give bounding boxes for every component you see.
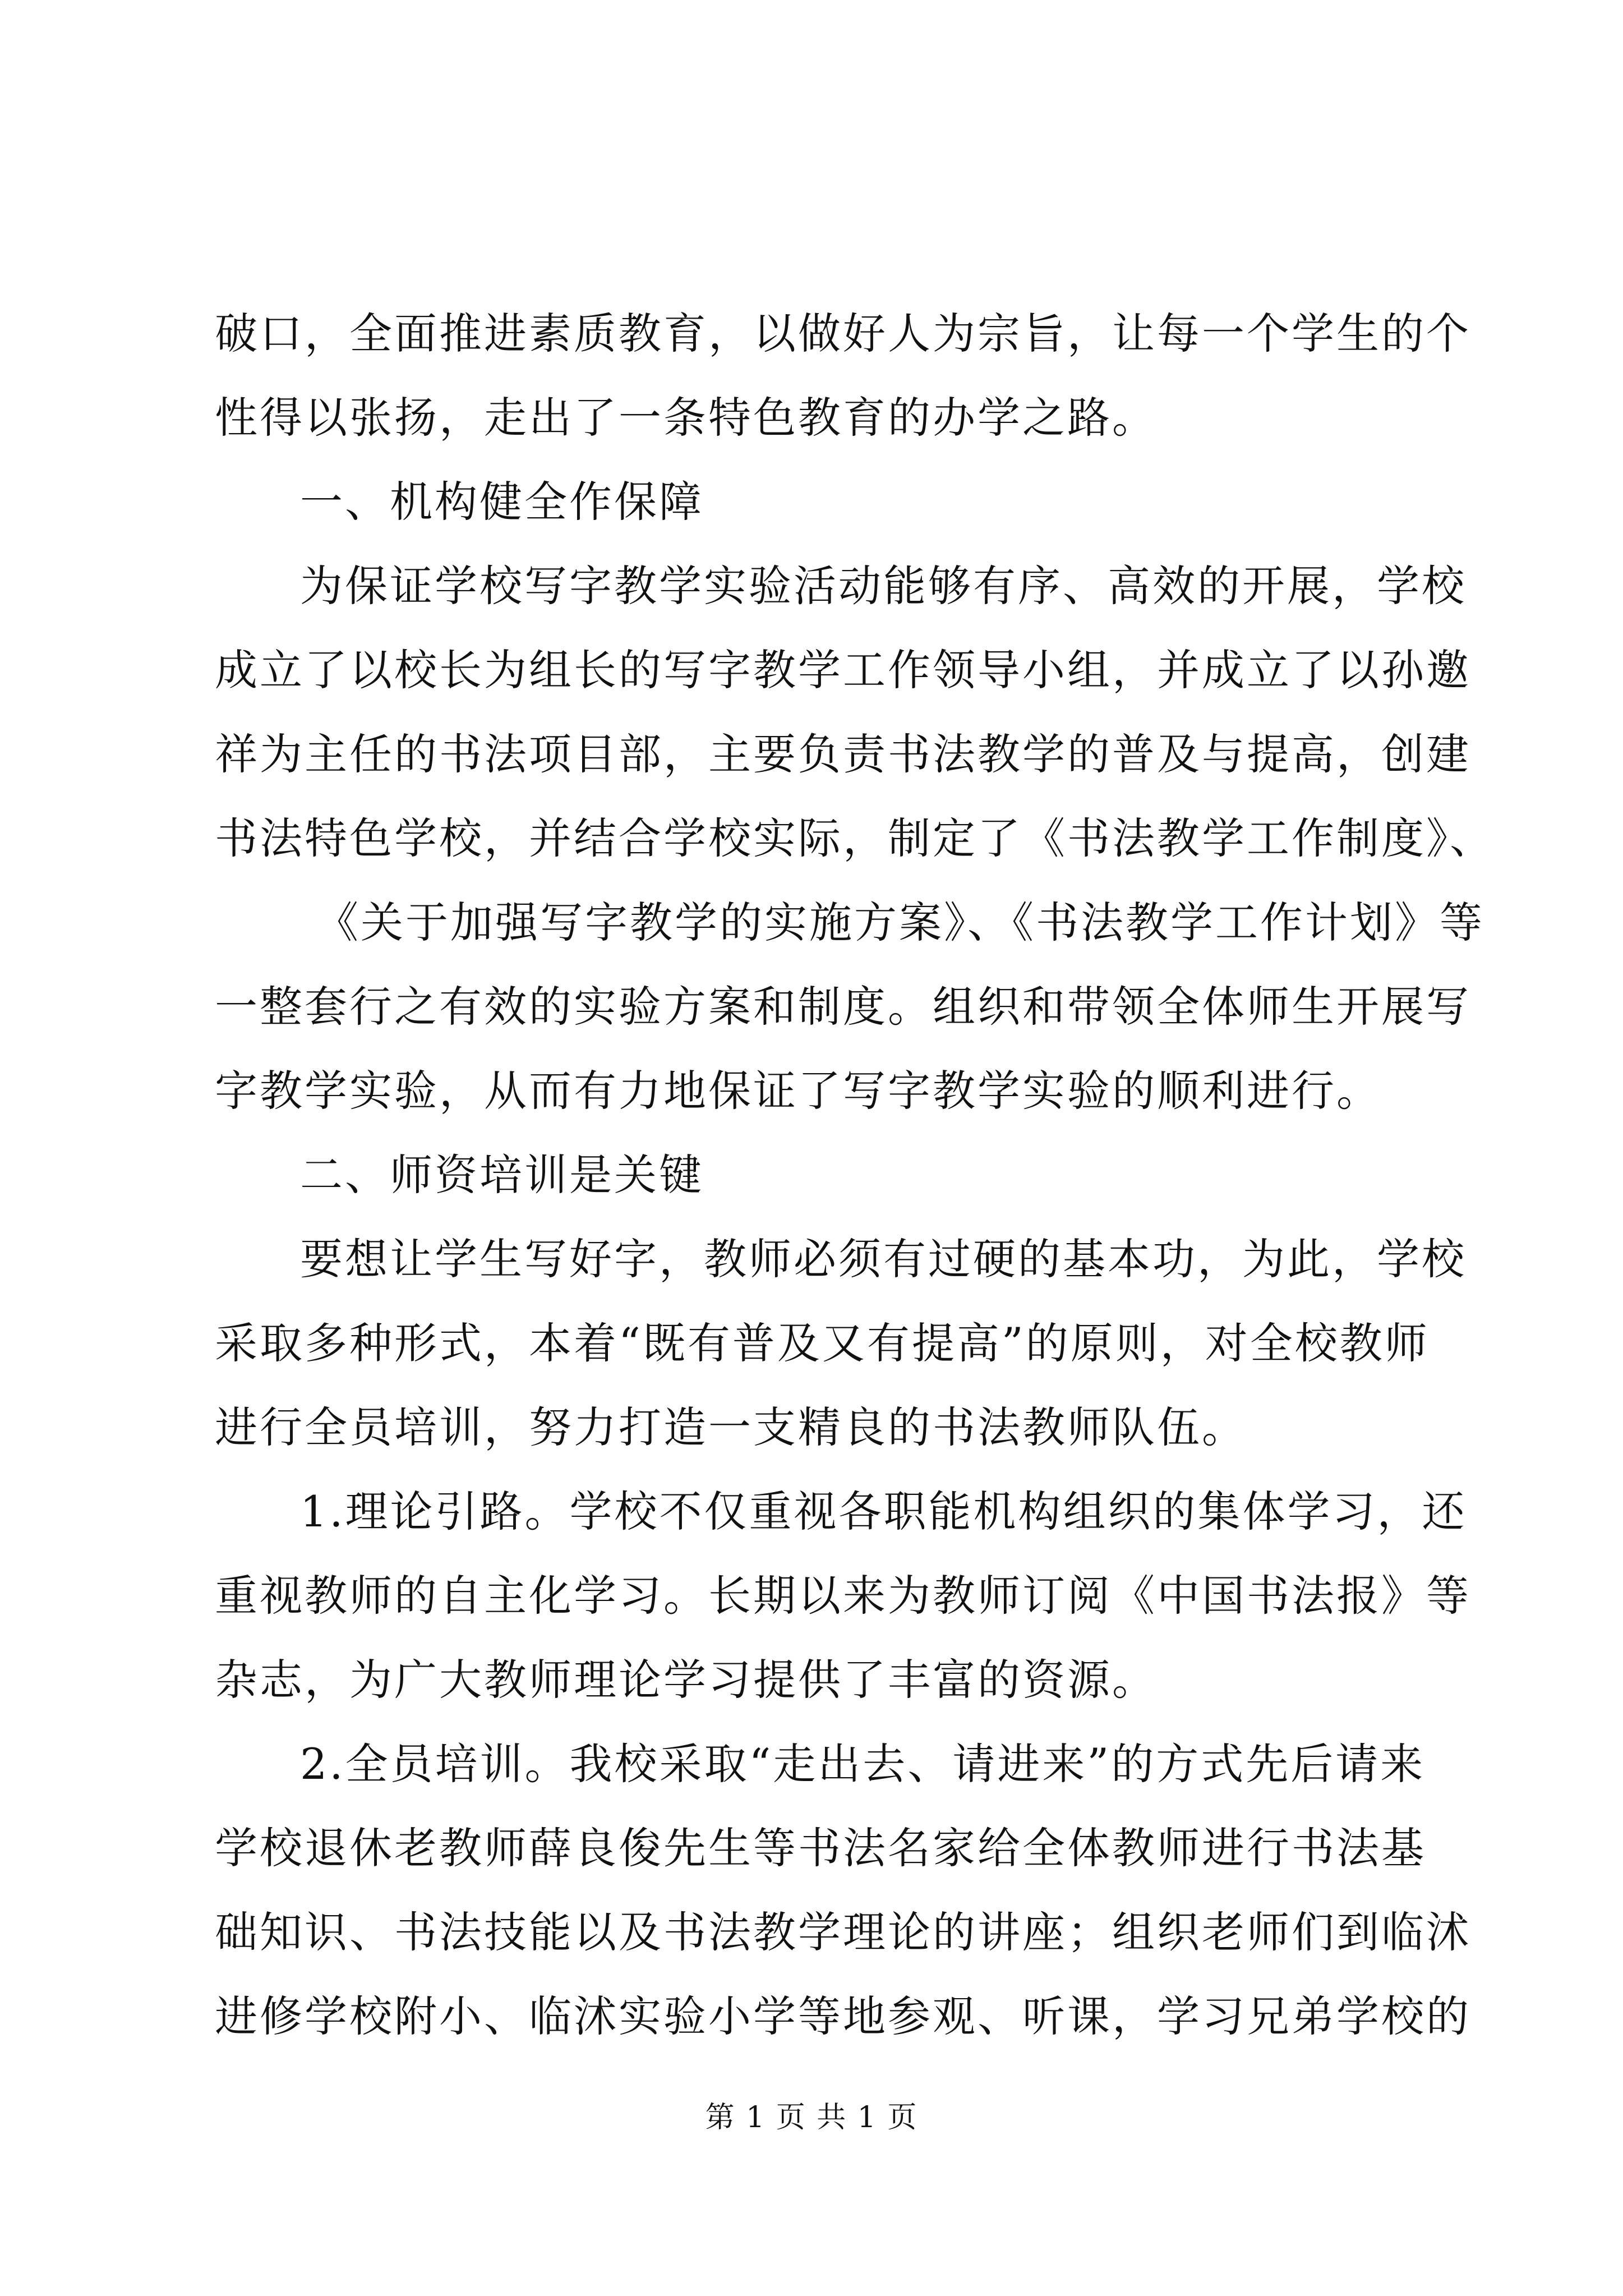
text-line: 采取多种形式，本着“既有普及又有提高”的原则，对全校教师 [215, 1318, 1430, 1368]
text-line: 进修学校附小、临沭实验小学等地参观、听课，学习兄弟学校的 [215, 1991, 1471, 2041]
text-line: 祥为主任的书法项目部，主要负责书法教学的普及与提高，创建 [215, 729, 1471, 779]
section-heading: 一、机构健全作保障 [300, 477, 704, 527]
section-heading: 二、师资培训是关键 [300, 1150, 704, 1200]
text-line: 础知识、书法技能以及书法教学理论的讲座；组织老师们到临沭 [215, 1907, 1471, 1957]
text-line: 学校退休老教师薛良俊先生等书法名家给全体教师进行书法基 [215, 1823, 1426, 1873]
document-body [215, 292, 1495, 2059]
text-line: 字教学实验，从而有力地保证了写字教学实验的顺利进行。 [215, 1066, 1381, 1116]
text-line: 要想让学生写好字，教师必须有过硬的基本功，为此，学校 [300, 1234, 1467, 1284]
text-line: 重视教师的自主化学习。长期以来为教师订阅《中国书法报》等 [215, 1571, 1471, 1621]
text-line: 破口，全面推进素质教育，以做好人为宗旨，让每一个学生的个 [215, 309, 1471, 358]
text-line: 2.全员培训。我校采取“走出去、请进来”的方式先后请来 [300, 1739, 1426, 1789]
text-line: 成立了以校长为组长的写字教学工作领导小组，并成立了以孙邀 [215, 645, 1471, 695]
text-line: 进行全员培训，努力打造一支精良的书法教师队伍。 [215, 1402, 1247, 1452]
text-line: 为保证学校写字教学实验活动能够有序、高效的开展，学校 [300, 561, 1467, 611]
text-line: 性得以张扬，走出了一条特色教育的办学之路。 [215, 393, 1157, 443]
text-line: 《关于加强写字教学的实施方案》、《书法教学工作计划》等 [316, 898, 1484, 947]
page-footer: 第 1 页 共 1 页 [705, 2101, 918, 2134]
text-line: 书法特色学校，并结合学校实际，制定了《书法教学工作制度》、 [215, 813, 1495, 863]
text-line: 杂志，为广大教师理论学习提供了丰富的资源。 [215, 1655, 1157, 1705]
text-line: 1.理论引路。学校不仅重视各职能机构组织的集体学习，还 [300, 1487, 1467, 1536]
text-line: 一整套行之有效的实验方案和制度。组织和带领全体师生开展写 [215, 982, 1471, 1032]
